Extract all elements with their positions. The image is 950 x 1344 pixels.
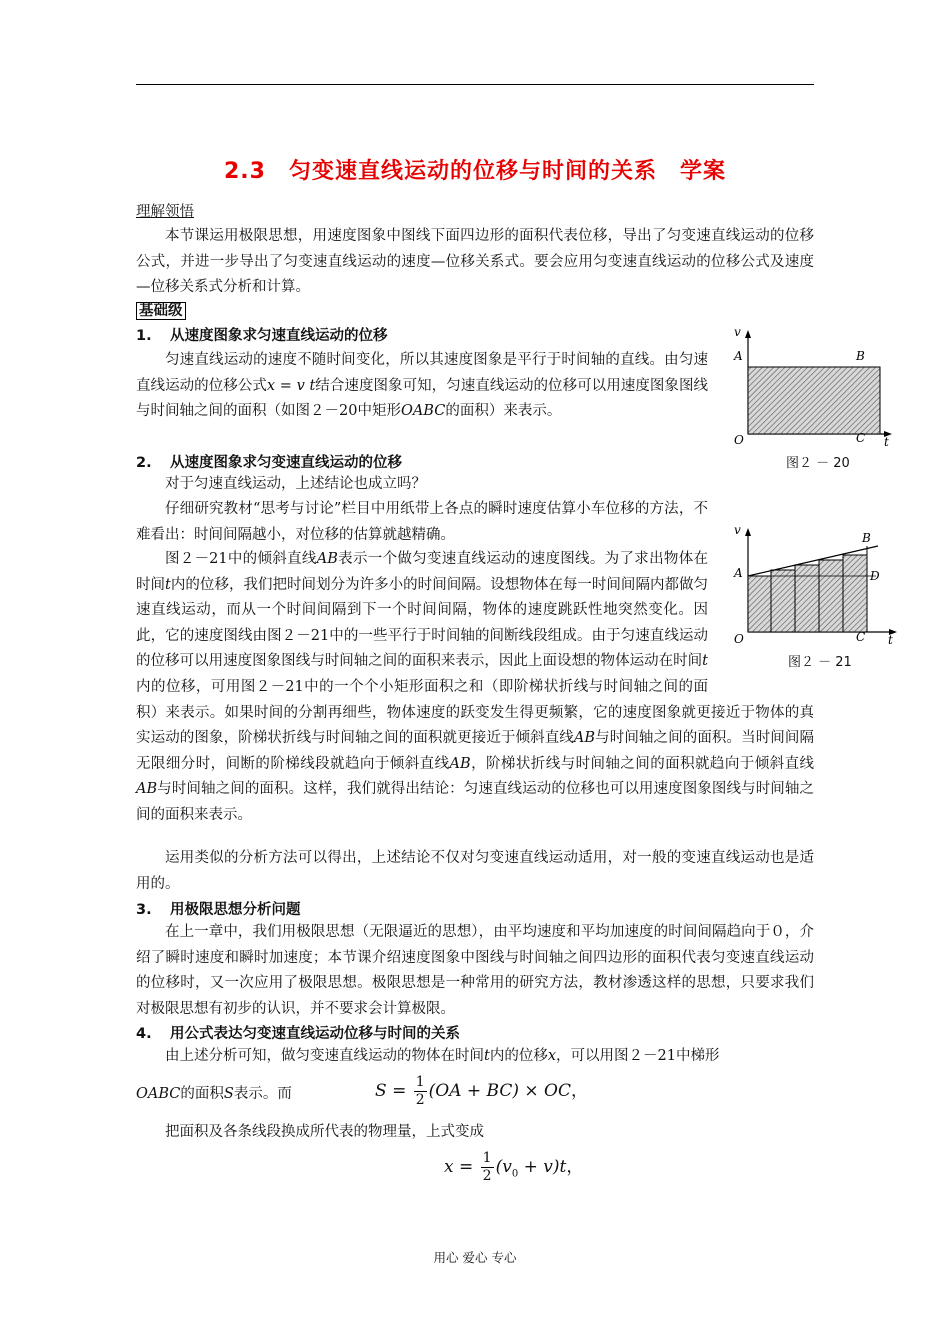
level-label: 基础级 (136, 299, 814, 325)
svg-text:v: v (734, 523, 741, 537)
section-2-p1: 对于匀速直线运动，上述结论也成立吗？ (165, 476, 426, 492)
page-footer: 用心 爱心 专心 (433, 1250, 517, 1265)
label-v: v (734, 325, 741, 339)
figure-2-21-caption: 图２ － 21 (788, 655, 852, 670)
svg-text:B: B (862, 531, 871, 545)
rect-OABC (748, 367, 880, 434)
step-rect (819, 560, 843, 632)
svg-text:D: D (870, 569, 880, 583)
understanding-heading: 理解领悟 (136, 204, 194, 220)
svg-text:O: O (734, 632, 744, 646)
section-3-heading: 3. 用极限思想分析问题 (136, 902, 301, 918)
svg-text:A: A (734, 566, 743, 580)
step-rect (843, 555, 867, 632)
section-2-p3: 图２－21中的倾斜直线AB表示一个做匀变速直线运动的速度图线。为了求出物体在时间t内的位移，我们把时间划分为许多小的时间间隔。设想物体在每一时间间隔内都做匀速直线运动，而从一个时间间隔到下一个时间间隔，物体的速度跳跃性地突然变化。因此，它的速度图线由图２－21中的一些平行于时间轴的间断线段组成。由于匀速直线运动的位移可以用速度图象图线与时间轴之间的面积来表示，因此上面设想的物体运动在时间t内的位移，可用图２－21中的一个个小矩形面积之和（即阶梯状折线与时间轴之间的面积）来表示。如果时间的分割再细些，物体速度的跃变发生得更频繁，它的速度图象就更接近于物体的真实运动的图象，阶梯状折线与时间轴之间的面积就更接近于倾斜直线AB与时间轴之间的面积。当时间间隔无限细分时，间断的阶梯线段就趋向于倾斜直线AB，阶梯状折线与时间轴之间的面积就趋向于倾斜直线AB与时间轴之间的面积。这样，我们就得出结论：匀速直线运动的位移也可以用速度图象图线与时间轴之间的面积来表示。 (136, 551, 814, 823)
label-t: t (884, 435, 889, 449)
section-2-p4: 运用类似的分析方法可以得出，上述结论不仅对匀变速直线运动适用，对一般的变速直线运动也是适用的。 (136, 850, 814, 892)
header-rule (136, 84, 814, 85)
understanding-text: 本节课运用极限思想，用速度图象中图线下面四边形的面积代表位移，导出了匀变速直线运动的位移公式，并进一步导出了匀变速直线运动的速度—位移关系式。要会应用匀变速直线运动的位移公式及速度—位移关系式分析和计算。 (136, 228, 814, 296)
svg-text:t: t (888, 633, 893, 647)
page-title: 2.3 匀变速直线运动的位移与时间的关系 学案 (224, 159, 726, 184)
formula-displacement: x = $\frac{1}{2}$ $(v_0 + v)t$， (444, 1150, 584, 1184)
label-C: C (856, 431, 866, 445)
section-4-p3: 把面积及各条线段换成所代表的物理量，上式变成 (165, 1124, 484, 1140)
section-1-heading: 1. 从速度图象求匀速直线运动的位移 (136, 328, 388, 344)
label-A: A (734, 349, 743, 363)
label-B: B (856, 349, 865, 363)
section-1-text: 匀速直线运动的速度不随时间变化，所以其速度图象是平行于时间轴的直线。由匀速直线运动的位移公式x = v t结合速度图象可知，匀速直线运动的位移可以用速度图象图线与时间轴之间的面积（如图２－20中矩形OABC的面积）来表示。 (136, 352, 709, 420)
section-4-heading: 4. 用公式表达匀变速直线运动位移与时间的关系 (136, 1026, 460, 1042)
figure-2-20 (728, 322, 898, 452)
svg-text:C: C (856, 630, 866, 644)
formula-trapezoid-area: S = $\frac{1}{2}$ (OA + BC) × OC， (375, 1074, 588, 1108)
figure-2-20-caption: 图２ － 20 (786, 456, 850, 471)
section-4-p1: 由上述分析可知，做匀变速直线运动的物体在时间t内的位移x，可以用图２－21中梯形 (165, 1048, 720, 1064)
section-3-p1: 在上一章中，我们用极限思想（无限逼近的思想），由平均速度和平均加速度的时间间隔趋向于０，介绍了瞬时速度和瞬时加速度；本节课介绍速度图象中图线与时间轴之间四边形的面积代表匀变速直线运动的位移时，又一次应用了极限思想。极限思想是一种常用的研究方法，教材渗透这样的思想，只要求我们对极限思想有初步的认识，并不要求会计算极限。 (136, 924, 814, 1017)
label-O: O (734, 433, 744, 447)
section-4-p2: OABC的面积S表示。而 (136, 1086, 292, 1102)
section-2-p2: 仔细研究教材“思考与讨论”栏目中用纸带上各点的瞬时速度估算小车位移的方法，不难看出：时间间隔越小，对位移的估算就越精确。 (136, 501, 708, 543)
section-2-heading: 2. 从速度图象求匀变速直线运动的位移 (136, 455, 402, 471)
